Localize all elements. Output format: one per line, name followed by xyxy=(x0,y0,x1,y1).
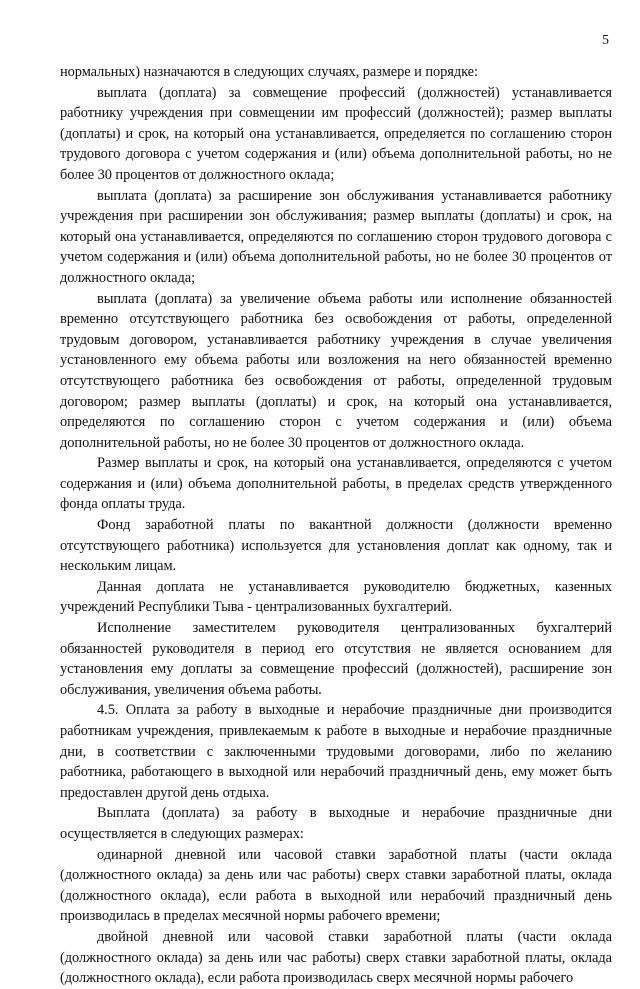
paragraph: Исполнение заместителем руководителя централизованных бухгалтерий обязанностей руководителя в период его отсутствия не является основанием для установления ему доплаты за совмещение профессий (должностей), расширение зон обслуживания, увеличения объема работы. xyxy=(60,620,612,698)
paragraph: одинарной дневной или часовой ставки заработной платы (части оклада (должностного оклада) за день или час работы) сверх ставки заработной платы, оклада (должностного оклада), если работа в выходной или нерабочий праздничный день производилась в пределах месячной нормы рабочего времени; xyxy=(60,846,612,925)
paragraph: нормальных) назначаются в следующих случаях, размере и порядке: xyxy=(60,64,478,80)
paragraph: двойной дневной или часовой ставки заработной платы (части оклада (должностного оклада) за день или час работы) сверх ставки заработной платы, оклада (должностного оклада), если работа производилась сверх месячной нормы рабочего xyxy=(60,928,612,987)
paragraph: Выплата (доплата) за работу в выходные и нерабочие праздничные дни осуществляется в следующих размерах: xyxy=(60,805,612,842)
page-number: 5 xyxy=(602,33,609,48)
paragraph: выплата (доплата) за расширение зон обслуживания устанавливается работнику учреждения при расширении зон обслуживания; размер выплаты (доплаты) и срок, на который она устанавливается, определяются по соглашению сторон трудового договора с учетом содержания и (или) объема дополнительной работы, но не более 30 процентов от должностного оклада; xyxy=(60,187,612,286)
paragraph: 4.5. Оплата за работу в выходные и нерабочие праздничные дни производится работникам учреждения, привлекаемым к работе в выходные и нерабочие праздничные дни, в соответствии с заключенными трудовыми договорами, либо по желанию работника, работающего в выходной или нерабочий праздничный день, ему может быть предоставлен другой день отдыха. xyxy=(60,702,612,801)
paragraph: выплата (доплата) за увеличение объема работы или исполнение обязанностей временно отсутствующего работника без освобождения от работы, определенной трудовым договором, устанавливается работнику учреждения в случае увеличения установленного ему объема работы или возложения на него обязанностей временно отсутствующего работника без освобождения от работы, определенной трудовым договором; размер выплаты (доплаты) и срок, на который она устанавливается, определяются по соглашению сторон с учетом содержания и (или) объема дополнительной работы, но не более 30 процентов от должностного оклада. xyxy=(60,290,612,451)
paragraph: Данная доплата не устанавливается руководителю бюджетных, казенных учреждений Республики Тыва - централизованных бухгалтерий. xyxy=(60,578,612,616)
paragraph: Размер выплаты и срок, на который она устанавливается, определяются с учетом содержания и (или) объема дополнительной работы, в пределах средств утвержденного фонда оплаты труда. xyxy=(60,455,612,513)
paragraph: Фонд заработной платы по вакантной должности (должности временно отсутствующего работника) используется для установления доплат как одному, так и нескольким лицам. xyxy=(60,517,612,575)
paragraph: выплата (доплата) за совмещение профессий (должностей) устанавливается работнику учреждения при совмещении им профессий (должностей); размер выплаты (доплаты) и срок, на который она устанавливается, определяется по соглашению сторон трудового договора с учетом содержания и (или) объема дополнительной работы, но не более 30 процентов от должностного оклада; xyxy=(60,84,612,183)
document-body xyxy=(60,62,612,989)
